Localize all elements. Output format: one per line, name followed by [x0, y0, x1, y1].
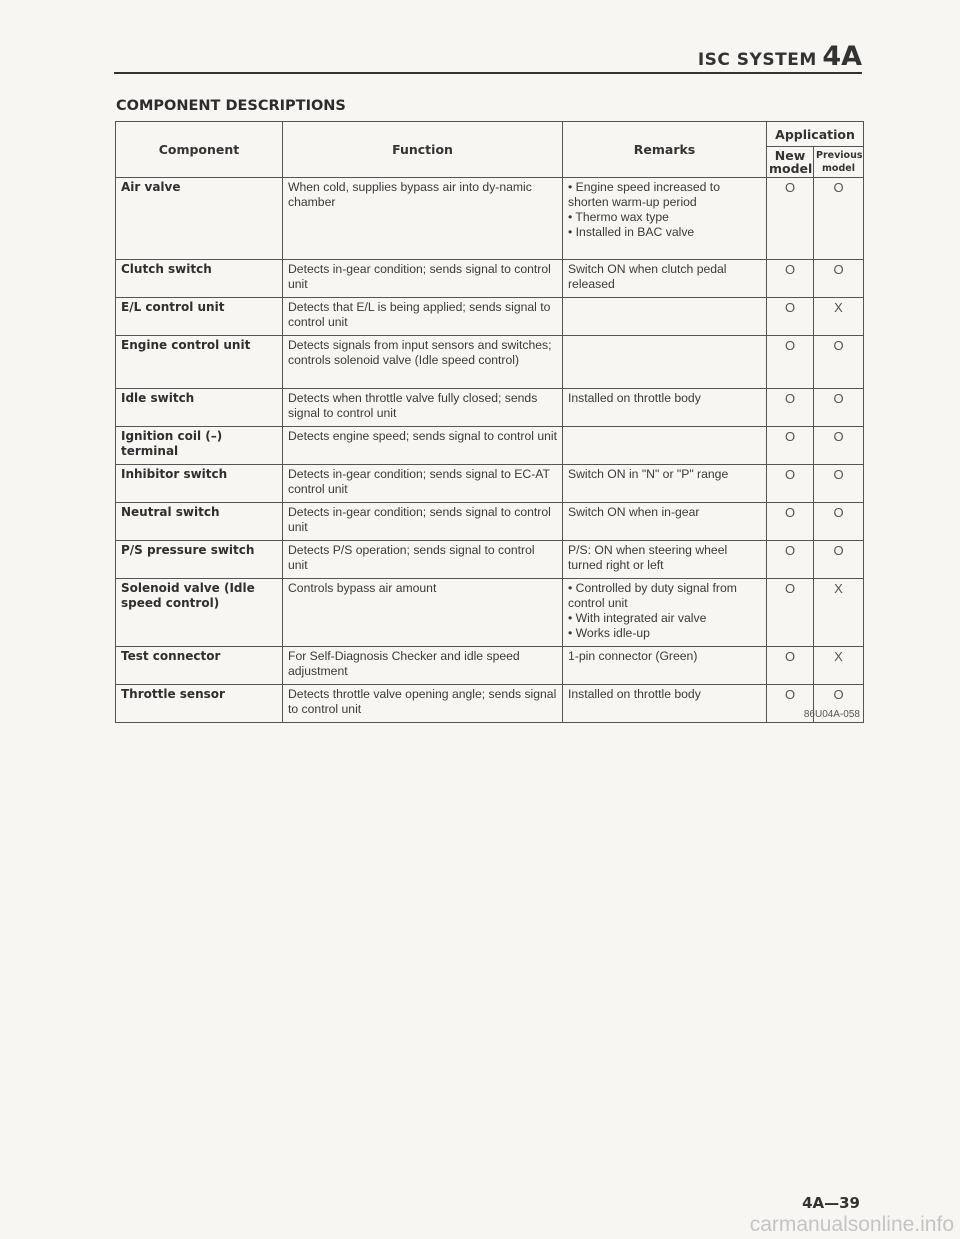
component-cell: P/S pressure switch [116, 541, 283, 579]
table-row [116, 579, 864, 647]
function-cell: Detects P/S operation; sends signal to control unit [283, 541, 563, 579]
table-row [116, 260, 864, 298]
previous-model-cell: O [814, 427, 864, 465]
header-component: Component [116, 122, 283, 178]
previous-model-cell: O [814, 336, 864, 389]
function-cell: When cold, supplies bypass air into dy-namic chamber [283, 178, 563, 260]
new-model-cell: O [767, 260, 814, 298]
header-title-text: ISC SYSTEM [697, 50, 817, 70]
remarks-cell [563, 298, 767, 336]
component-cell: Air valve [116, 178, 283, 260]
function-cell: Controls bypass air amount [283, 579, 563, 647]
remarks-cell [563, 260, 767, 298]
section-title: COMPONENT DESCRIPTIONS [116, 98, 346, 114]
previous-model-cell: X [814, 579, 864, 647]
remark-line: 1-pin connector (Green) [568, 649, 698, 663]
new-model-cell: O [767, 503, 814, 541]
table-row [116, 298, 864, 336]
function-cell: Detects throttle valve opening angle; sends signal to control unit [283, 685, 563, 723]
remarks-cell [563, 389, 767, 427]
new-model-cell: O [767, 579, 814, 647]
table-body [116, 178, 864, 723]
remarks-cell [563, 579, 767, 647]
remark-line: • With integrated air valve [568, 611, 707, 625]
function-cell: Detects that E/L is being applied; sends signal to control unit [283, 298, 563, 336]
component-cell: Engine control unit [116, 336, 283, 389]
previous-model-cell: X [814, 298, 864, 336]
function-cell: Detects in-gear condition; sends signal to control unit [283, 260, 563, 298]
table-row [116, 465, 864, 503]
new-model-cell: O [767, 647, 814, 685]
table-row [116, 336, 864, 389]
component-cell: Test connector [116, 647, 283, 685]
remark-line: • Works idle-up [568, 626, 650, 640]
component-cell: Clutch switch [116, 260, 283, 298]
header-function: Function [283, 122, 563, 178]
function-cell: Detects when throttle valve fully closed; sends signal to control unit [283, 389, 563, 427]
figure-code: 86U04A-058 [803, 709, 860, 720]
function-cell: Detects signals from input sensors and switches; controls solenoid valve (Idle speed control) [283, 336, 563, 389]
new-model-cell: O [767, 427, 814, 465]
remarks-cell [563, 336, 767, 389]
previous-model-cell: O [814, 541, 864, 579]
component-cell: Idle switch [116, 389, 283, 427]
remark-line: Switch ON when in-gear [568, 505, 700, 519]
watermark: carmanualsonline.info [749, 1213, 954, 1236]
table-row [116, 427, 864, 465]
header-title-code: 4A [822, 41, 862, 72]
remark-line: • Engine speed increased to shorten warm-up period [568, 180, 720, 209]
remarks-cell [563, 541, 767, 579]
function-cell: Detects in-gear condition; sends signal to EC-AT control unit [283, 465, 563, 503]
new-model-cell: O [767, 389, 814, 427]
remarks-cell [563, 465, 767, 503]
function-cell: Detects in-gear condition; sends signal to control unit [283, 503, 563, 541]
remark-line: • Controlled by duty signal from control unit [568, 581, 737, 610]
new-model-cell: O [767, 298, 814, 336]
header-previous-model: Previous model [814, 147, 864, 178]
remarks-cell [563, 685, 767, 723]
remark-line: Installed on throttle body [568, 391, 701, 405]
remark-line: • Thermo wax type [568, 210, 669, 224]
remark-line: Switch ON in "N" or "P" range [568, 467, 729, 481]
previous-model-cell: O [814, 389, 864, 427]
header-application: Application [767, 122, 864, 147]
component-descriptions-table [115, 121, 864, 723]
remarks-cell [563, 178, 767, 260]
component-cell: Ignition coil (–) terminal [116, 427, 283, 465]
page-number: 4A—39 [802, 1194, 860, 1212]
previous-model-cell: X [814, 647, 864, 685]
header-title [698, 43, 862, 70]
remark-line: • Installed in BAC valve [568, 225, 695, 239]
component-cell: Throttle sensor [116, 685, 283, 723]
remarks-cell [563, 647, 767, 685]
new-model-cell: O [767, 465, 814, 503]
table-row [116, 541, 864, 579]
previous-model-cell: O [814, 685, 864, 723]
table-row [116, 503, 864, 541]
previous-model-cell: O [814, 178, 864, 260]
previous-model-cell: O [814, 465, 864, 503]
remark-line: Installed on throttle body [568, 687, 701, 701]
remarks-cell [563, 503, 767, 541]
page-header [114, 41, 862, 74]
function-cell: Detects engine speed; sends signal to control unit [283, 427, 563, 465]
new-model-cell: O [767, 685, 814, 723]
component-cell: Solenoid valve (Idle speed control) [116, 579, 283, 647]
remark-line: Switch ON when clutch pedal released [568, 262, 727, 291]
previous-model-cell: O [814, 503, 864, 541]
component-cell: Neutral switch [116, 503, 283, 541]
table-row [116, 178, 864, 260]
component-cell: E/L control unit [116, 298, 283, 336]
previous-model-cell: O [814, 260, 864, 298]
new-model-cell: O [767, 178, 814, 260]
function-cell: For Self-Diagnosis Checker and idle speed adjustment [283, 647, 563, 685]
table-row [116, 389, 864, 427]
component-cell: Inhibitor switch [116, 465, 283, 503]
remarks-cell [563, 427, 767, 465]
table-row [116, 647, 864, 685]
new-model-cell: O [767, 541, 814, 579]
remark-line: P/S: ON when steering wheel turned right or left [568, 543, 728, 572]
table-row [116, 685, 864, 723]
new-model-cell: O [767, 336, 814, 389]
header-new-model: New model [767, 147, 814, 178]
header-remarks: Remarks [563, 122, 767, 178]
